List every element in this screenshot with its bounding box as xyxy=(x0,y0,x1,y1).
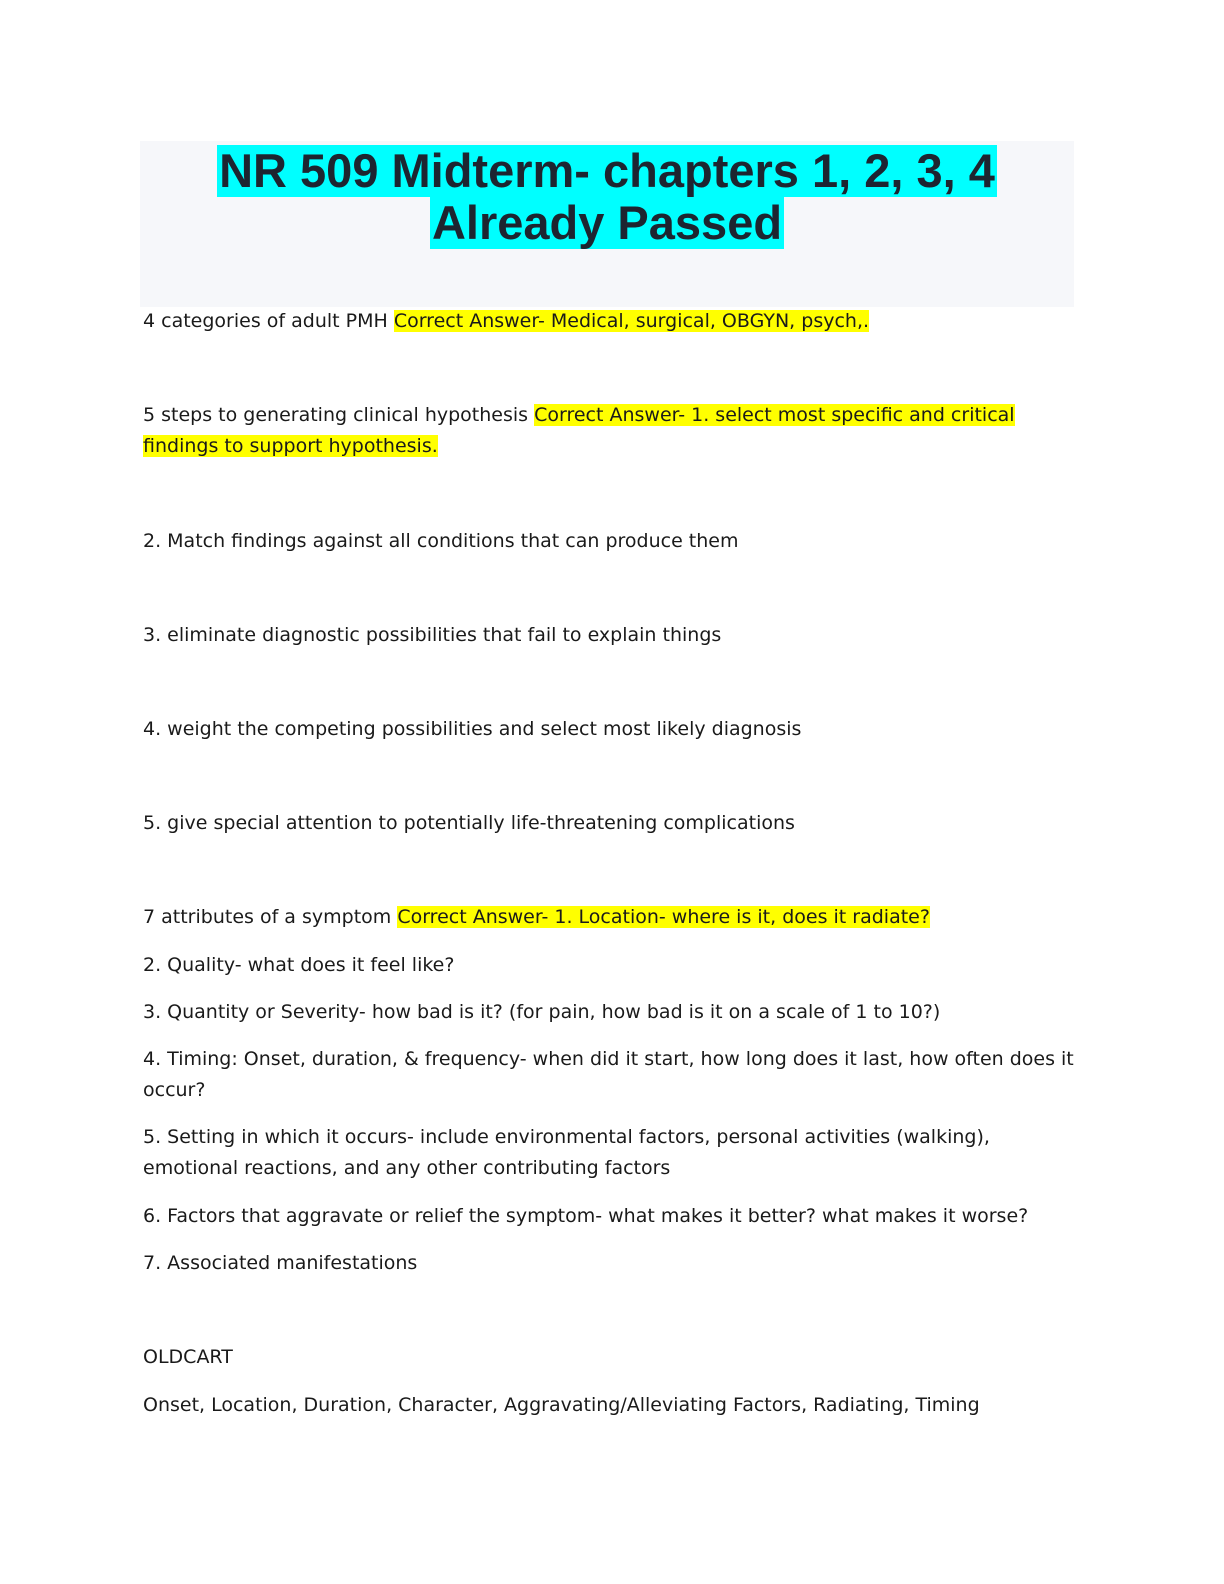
acronym-expansion: Onset, Location, Duration, Character, Aggravating/Alleviating Factors, Radiating, Timing xyxy=(143,1394,980,1416)
list-item: 2. Match findings against all conditions that can produce them xyxy=(143,530,739,552)
answer-highlight: Correct Answer- Medical, surgical, OBGYN, psych,. xyxy=(393,310,870,332)
list-item: 3. Quantity or Severity- how bad is it? (for pain, how bad is it on a scale of 1 to 10?) xyxy=(143,1001,941,1023)
list-item: 6. Factors that aggravate or relief the symptom- what makes it better? what makes it worse? xyxy=(143,1205,1029,1227)
list-item: 5. Setting in which it occurs- include environmental factors, personal activities (walking), emotional reactions, and any other contributing factors xyxy=(143,1126,990,1179)
title-line-1: NR 509 Midterm- chapters 1, 2, 3, 4 xyxy=(219,144,995,197)
list-item: 7. Associated manifestations xyxy=(143,1252,418,1274)
title-line-2: Already Passed xyxy=(431,196,783,249)
answer-highlight: Correct Answer- 1. Location- where is it, does it radiate? xyxy=(397,906,930,928)
document-title xyxy=(140,145,1074,249)
list-item: 4. Timing: Onset, duration, & frequency- when did it start, how long does it last, how often does it occur? xyxy=(143,1048,1074,1101)
question-text: 4 categories of adult PMH xyxy=(143,310,394,332)
question-text: 7 attributes of a symptom xyxy=(143,906,398,928)
list-item: 3. eliminate diagnostic possibilities that fail to explain things xyxy=(143,624,722,646)
qa-item xyxy=(143,400,1083,462)
answer-highlight: Correct Answer- 1. select most specific and critical findings to support hypothesis. xyxy=(143,404,1015,457)
list-item: 2. Quality- what does it feel like? xyxy=(143,954,455,976)
qa-item xyxy=(143,306,1083,337)
qa-item xyxy=(143,902,1083,933)
list-item: 4. weight the competing possibilities and select most likely diagnosis xyxy=(143,718,802,740)
acronym-heading: OLDCART xyxy=(143,1346,233,1368)
question-text: 5 steps to generating clinical hypothesis xyxy=(143,404,535,426)
list-item: 5. give special attention to potentially life-threatening complications xyxy=(143,812,795,834)
